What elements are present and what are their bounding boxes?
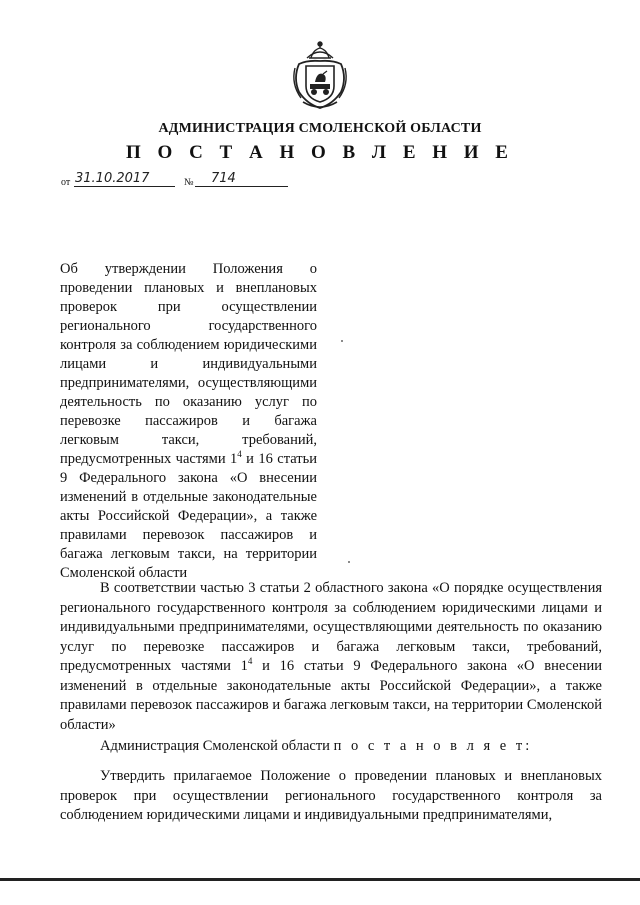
number-value: 714 <box>211 171 236 186</box>
smolensk-coat-of-arms-icon <box>289 38 351 112</box>
number-underline <box>195 186 288 187</box>
preamble-paragraph <box>60 579 602 735</box>
page-bottom-rule <box>0 878 640 881</box>
preamble-text-part2: и 16 статьи 9 Федерального закона «О внесении изменений в отдельные законодательные акты Российской Федерации», а также правилами перевозок пассажиров и багажа легковым такси, на территории Смоленской области» <box>60 658 602 733</box>
resolution-title <box>60 260 317 583</box>
document-type-heading: П О С Т А Н О В Л Е Н И Е <box>126 142 514 163</box>
organization-name: АДМИНИСТРАЦИЯ СМОЛЕНСКОЙ ОБЛАСТИ <box>158 121 482 136</box>
resolves-keyword: п о с т а н о в л я е т: <box>333 738 533 754</box>
preamble-superscript: 4 <box>247 656 253 667</box>
resolves-lead: Администрация Смоленской области <box>100 738 334 754</box>
approve-paragraph: Утвердить прилагаемое Положение о проведении плановых и внеплановых проверок при осуществлении регионального государственного контроля за соблюдением юридическими лицами и индивидуальными предпринимателями, <box>60 768 602 823</box>
scan-speck <box>341 340 343 342</box>
resolves-paragraph <box>60 737 602 757</box>
title-superscript: 4 <box>237 449 242 460</box>
scan-speck <box>348 561 350 563</box>
title-text-part1: Об утверждении Положения о проведении плановых и внеплановых проверок при осуществлении регионального государственного контроля за соблюдением юридическими лицами и индивидуальными предпринимателями, осуществляющими деятельность по оказанию услуг по перевозке пассажиров и багажа легковым такси, требований, предусмотренных частями 1 <box>60 261 317 467</box>
date-label: от <box>61 177 71 188</box>
preamble-text-part1: В соответствии частью 3 статьи 2 областного закона «О порядке осуществления регионального государственного контроля за соблюдением юридическими лицами и индивидуальными предпринимателями, осуществляющими деятельность по оказанию услуг по перевозке пассажиров и багажа легковым такси, требований, предусмотренных частями 1 <box>60 580 602 674</box>
number-label: № <box>184 177 194 188</box>
title-text-part2: и 16 статьи 9 Федерального закона «О внесении изменений в отдельные законодательные акты Российской Федерации», а также правилами перевозок пассажиров и багажа легковым такси, на территории Смоленской области <box>60 451 317 581</box>
date-underline <box>74 186 175 187</box>
date-value: 31.10.2017 <box>75 171 150 186</box>
